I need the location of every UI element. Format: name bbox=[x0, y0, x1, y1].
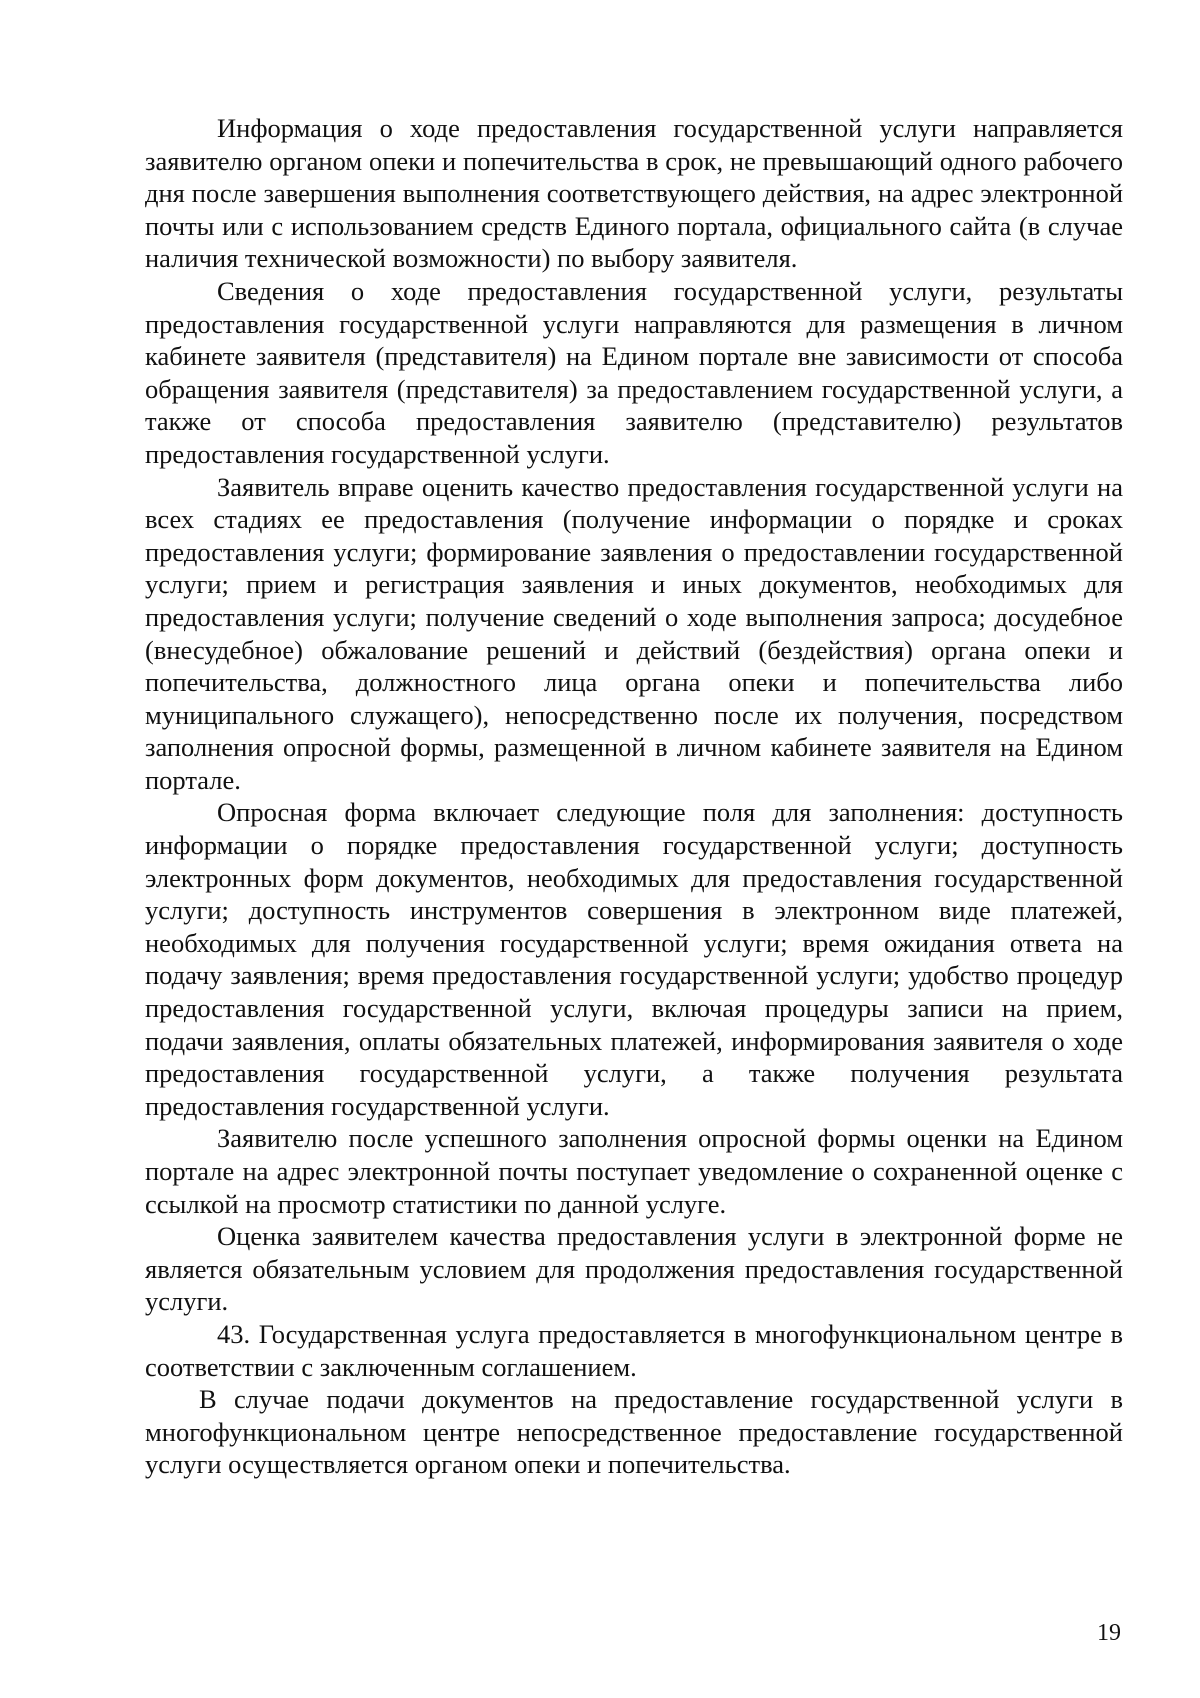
paragraph-survey-fields: Опросная форма включает следующие поля для заполнения: доступность информации о порядке предоставления государственной услуги; доступность электронных форм документов, необходимых для предоставления государственной услуги; доступность инструментов совершения в электронном виде платежей, необходимых для получения государственной услуги; время ожидания ответа на подачу заявления; время предоставления государственной услуги; удобство процедур предоставления государственной услуги, включая процедуры записи на прием, подачи заявления, оплаты обязательных платежей, информирования заявителя о ходе предоставления государственной услуги, а также получения результата предоставления государственной услуги. bbox=[145, 797, 1123, 1121]
page-number: 19 bbox=[1097, 1620, 1121, 1646]
document-page bbox=[145, 112, 1123, 1481]
paragraph-section-43: 43. Государственная услуга предоставляется в многофункциональном центре в соответствии с заключенным соглашением. bbox=[145, 1318, 1123, 1382]
paragraph-optional-rating: Оценка заявителем качества предоставления услуги в электронной форме не является обязательным условием для продолжения предоставления государственной услуги. bbox=[145, 1221, 1123, 1317]
paragraph-quality-rating: Заявитель вправе оценить качество предоставления государственной услуги на всех стадиях ее предоставления (получение информации о порядке и сроках предоставления услуги; формирование заявления о предоставлении государственной услуги; прием и регистрация заявления и иных документов, необходимых для предоставления услуги; получение сведений о ходе выполнения запроса; досудебное (внесудебное) обжалование решений и действий (бездействия) органа опеки и попечительства, должностного лица органа опеки и попечительства либо муниципального служащего), непосредственно после их получения, посредством заполнения опросной формы, размещенной в личном кабинете заявителя на Едином портале. bbox=[145, 471, 1123, 795]
paragraph-notification: Заявителю после успешного заполнения опросной формы оценки на Едином портале на адрес электронной почты поступает уведомление о сохраненной оценке с ссылкой на просмотр статистики по данной услуге. bbox=[145, 1123, 1123, 1219]
paragraph-progress-details: Сведения о ходе предоставления государственной услуги, результаты предоставления государственной услуги направляются для размещения в личном кабинете заявителя (представителя) на Едином портале вне зависимости от способа обращения заявителя (представителя) за предоставлением государственной услуги, а также от способа предоставления заявителю (представителю) результатов предоставления государственной услуги. bbox=[145, 275, 1123, 469]
paragraph-progress-info: Информация о ходе предоставления государственной услуги направляется заявителю органом опеки и попечительства в срок, не превышающий одного рабочего дня после завершения выполнения соответствующего действия, на адрес электронной почты или с использованием средств Единого портала, официального сайта (в случае наличия технической возможности) по выбору заявителя. bbox=[145, 113, 1123, 274]
paragraph-mfc-submission: В случае подачи документов на предоставление государственной услуги в многофункциональном центре непосредственное предоставление государственной услуги осуществляется органом опеки и попечительства. bbox=[145, 1384, 1123, 1480]
